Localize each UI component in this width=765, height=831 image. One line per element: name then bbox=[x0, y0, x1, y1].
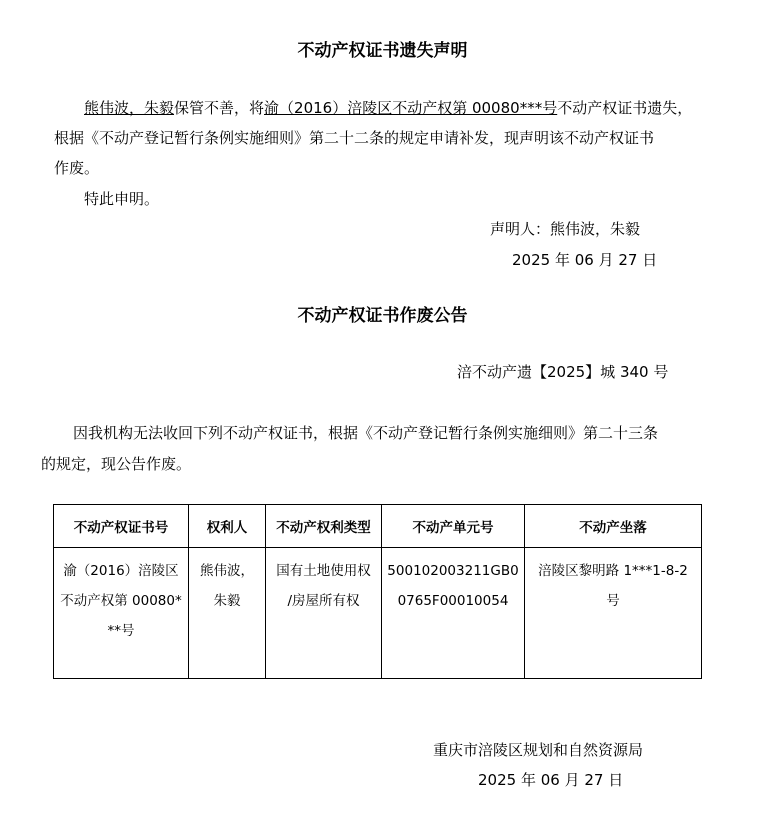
location-line: 号 bbox=[606, 593, 620, 609]
declarant: 声明人：熊伟波，朱毅 bbox=[490, 220, 641, 238]
cert-no-line: 不动产权第 00080* bbox=[60, 593, 182, 609]
notice-doc-number: 涪不动产遗【2025】城 340 号 bbox=[457, 363, 669, 381]
cell-unit-no bbox=[382, 548, 525, 679]
cell-right-type bbox=[266, 548, 382, 679]
right-type-line: 国有土地使用权 bbox=[276, 563, 371, 579]
right-type-line: /房屋所有权 bbox=[287, 593, 360, 609]
statement-text: 保管不善，将 bbox=[174, 99, 265, 117]
statement-paragraph-line2: 根据《不动产登记暂行条例实施细则》第二十二条的规定申请补发，现声明该不动产权证书 bbox=[54, 129, 655, 147]
unit-no-line: 500102003211GB0 bbox=[387, 563, 519, 579]
certificate-number: 渝（2016）涪陵区不动产权第 00080***号 bbox=[264, 99, 558, 117]
notice-body-line1: 因我机构无法收回下列不动产权证书，根据《不动产登记暂行条例实施细则》第二十三条 bbox=[73, 424, 659, 442]
owner-names: 熊伟波，朱毅 bbox=[84, 99, 175, 117]
header-location: 不动产坐落 bbox=[525, 505, 702, 548]
notice-body-line2: 的规定，现公告作废。 bbox=[41, 455, 192, 473]
notice-date: 2025 年 06 月 27 日 bbox=[478, 771, 624, 789]
header-owner: 权利人 bbox=[189, 505, 266, 548]
cert-no-line: **号 bbox=[107, 623, 135, 639]
owner-line: 熊伟波， bbox=[200, 563, 254, 579]
statement-date: 2025 年 06 月 27 日 bbox=[512, 251, 658, 269]
statement-closing: 特此申明。 bbox=[84, 190, 160, 208]
location-line: 涪陵区黎明路 1***1-8-2 bbox=[538, 563, 688, 579]
notice-title: 不动产权证书作废公告 bbox=[297, 306, 468, 326]
header-unit-no: 不动产单元号 bbox=[382, 505, 525, 548]
issuer: 重庆市涪陵区规划和自然资源局 bbox=[433, 741, 644, 759]
certificate-table bbox=[53, 504, 702, 679]
unit-no-line: 0765F00010054 bbox=[397, 593, 509, 609]
statement-title: 不动产权证书遗失声明 bbox=[297, 41, 468, 61]
cell-owner bbox=[189, 548, 266, 679]
header-cert-no: 不动产权证书号 bbox=[54, 505, 189, 548]
table-row bbox=[54, 548, 702, 679]
statement-paragraph-line1 bbox=[84, 98, 692, 118]
table-header-row bbox=[54, 505, 702, 548]
cell-location bbox=[525, 548, 702, 679]
statement-paragraph-line3: 作废。 bbox=[54, 159, 100, 177]
cell-cert-no bbox=[54, 548, 189, 679]
header-right-type: 不动产权利类型 bbox=[266, 505, 382, 548]
cert-no-line: 渝（2016）涪陵区 bbox=[63, 563, 179, 579]
statement-text: 不动产权证书遗失， bbox=[557, 99, 693, 117]
owner-line: 朱毅 bbox=[213, 593, 241, 609]
